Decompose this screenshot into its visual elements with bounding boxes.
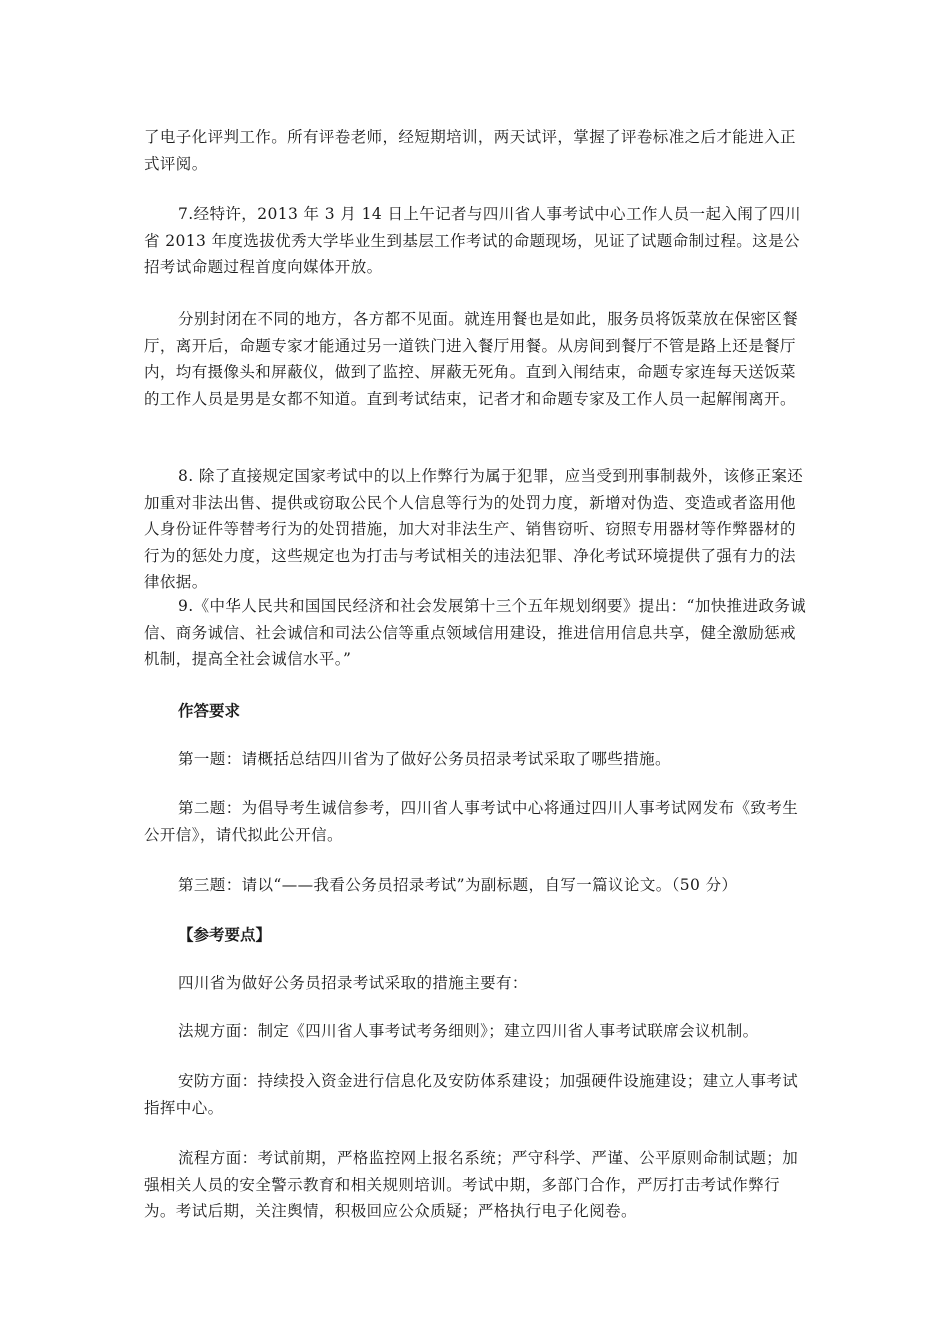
paragraph-sealed-venue: 分别封闭在不同的地方，各方都不见面。就连用餐也是如此，服务员将饭菜放在保密区餐厅，离开后，命题专家才能通过另一道铁门进入餐厅用餐。从房间到餐厅不管是路上还是餐厅内，均有摄像头和屏蔽仪，做到了监控、屏蔽无死角。直到入闱结束，命题专家连每天送饭菜的工作人员是男是女都不知道。直到考试结束，记者才和命题专家及工作人员一起解闱离开。 [144, 310, 799, 408]
paragraph-8: 8. 除了直接规定国家考试中的以上作弊行为属于犯罪，应当受到刑事制裁外，该修正案还加重对非法出售、提供或窃取公民个人信息等行为的处罚力度，新增对伪造、变造或者盗用他人身份证件等替考行为的处罚措施，加大对非法生产、销售窃听、窃照专用器材等作弊器材的行为的惩处力度，这些规定也为打击与考试相关的违法犯罪、净化考试环境提供了强有力的法律依据。 [144, 467, 804, 591]
reference-law: 法规方面：制定《四川省人事考试考务细则》；建立四川省人事考试联席会议机制。 [178, 1022, 759, 1040]
reference-process: 流程方面：考试前期，严格监控网上报名系统；严守科学、严谨、公平原则命制试题；加强相关人员的安全警示教育和相关规则培训。考试中期，多部门合作，严厉打击考试作弊行为。考试后期，关注舆情，积极回应公众质疑；严格执行电子化阅卷。 [144, 1149, 799, 1220]
paragraph-7: 7.经特许，2013 年 3 月 14 日上午记者与四川省人事考试中心工作人员一起入闱了四川省 2013 年度选拔优秀大学毕业生到基层工作考试的命题现场，见证了试题命制过程。这是公招考试命题过程首度向媒体开放。 [144, 205, 801, 276]
question-2: 第二题：为倡导考生诚信参考，四川省人事考试中心将通过四川人事考试网发布《致考生公开信》，请代拟此公开信。 [144, 799, 799, 844]
question-3: 第三题：请以“——我看公务员招录考试”为副标题，自写一篇议论文。（50 分） [178, 876, 738, 894]
paragraph-9: 9.《中华人民共和国国民经济和社会发展第十三个五年规划纲要》提出：“加快推进政务诚信、商务诚信、社会诚信和司法公信等重点领域信用建设，推进信用信息共享，健全激励惩戒机制，提高全社会诚信水平。” [144, 597, 807, 668]
heading-reference-points: 【参考要点】 [178, 926, 272, 944]
reference-intro: 四川省为做好公务员招录考试采取的措施主要有： [178, 974, 528, 992]
paragraph-continuation: 了电子化评判工作。所有评卷老师，经短期培训，两天试评，掌握了评卷标准之后才能进入正式评阅。 [144, 128, 796, 173]
heading-answer-requirements: 作答要求 [178, 702, 241, 720]
reference-security: 安防方面：持续投入资金进行信息化及安防体系建设；加强硬件设施建设；建立人事考试指挥中心。 [144, 1072, 799, 1117]
question-1: 第一题：请概括总结四川省为了做好公务员招录考试采取了哪些措施。 [178, 750, 671, 768]
